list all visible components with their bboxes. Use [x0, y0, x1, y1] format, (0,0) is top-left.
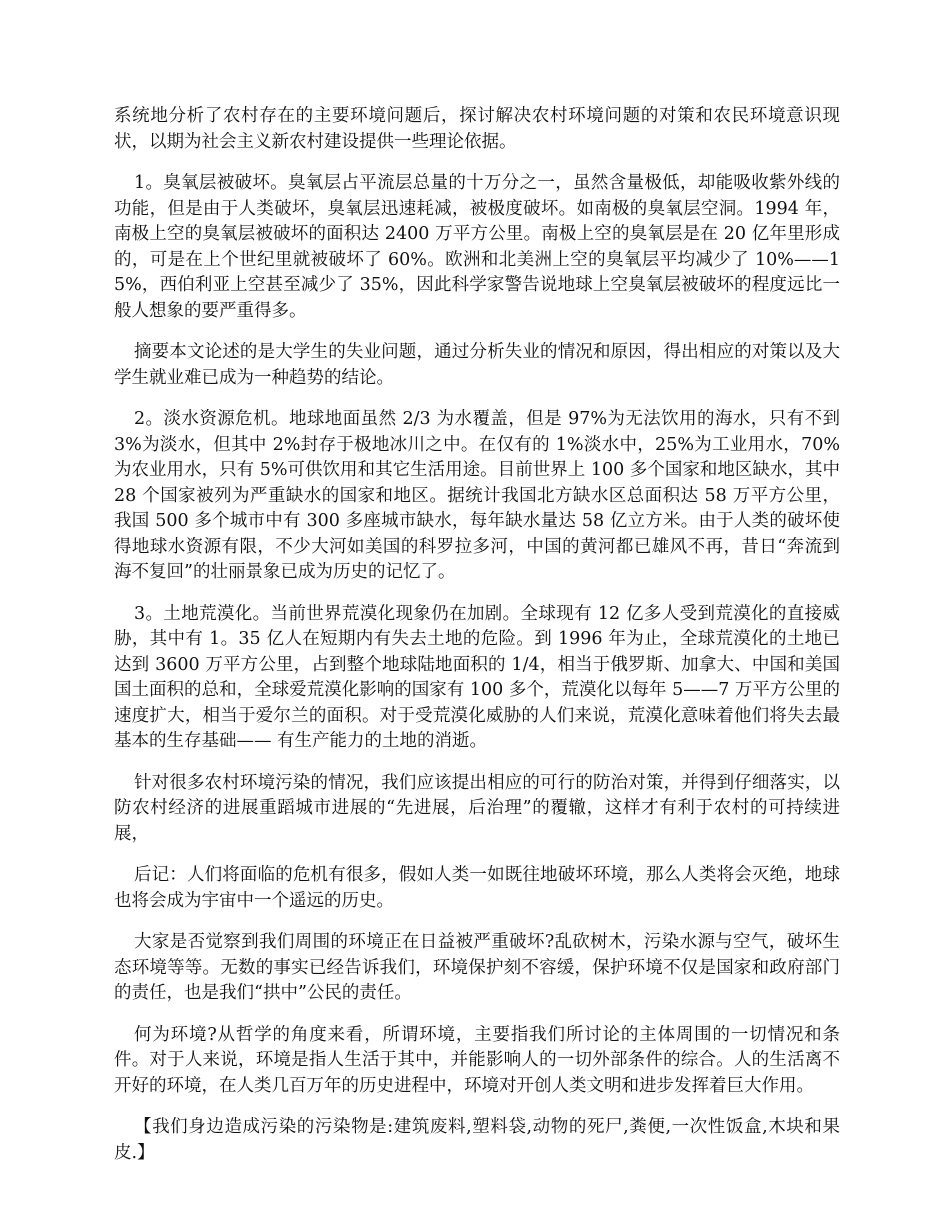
paragraph-pollutants: 【我们身边造成污染的污染物是:建筑废料,塑料袋,动物的死尸,粪便,一次性饭盒,木块和果皮.】	[114, 1117, 840, 1163]
paragraph-abstract: 摘要本文论述的是大学生的失业问题，通过分析失业的情况和原因，得出相应的对策以及大学生就业难已成为一种趋势的结论。	[114, 342, 840, 388]
document-body	[114, 104, 840, 1182]
paragraph-what-is-environment: 何为环境?从哲学的角度来看，所谓环境，主要指我们所讨论的主体周围的一切情况和条件。对于人来说，环境是指人生活于其中，并能影响人的一切外部条件的综合。人的生活离不开好的环境，在人类几百万年的历史进程中，环境对开创人类文明和进步发挥着巨大作用。	[114, 1024, 840, 1096]
paragraph-environment-awareness: 大家是否觉察到我们周围的环境正在日益被严重破坏?乱砍树木，污染水源与空气，破坏生态环境等等。无数的事实已经告诉我们，环境保护刻不容缓，保护环境不仅是国家和政府部门的责任，也是我们“拱中”公民的责任。	[114, 932, 840, 1003]
paragraph-ozone-layer: 1。臭氧层被破坏。臭氧层占平流层总量的十万分之一，虽然含量极低，却能吸收紫外线的功能，但是由于人类破坏，臭氧层迅速耗减，被极度破坏。如南极的臭氧层空洞。1994 年，南极上空的臭氧层被破坏的面积达 2400 万平方公里。南极上空的臭氧层是在 20 亿年里形成的，可是在上个世纪里就被破坏了 60%。欧洲和北美洲上空的臭氧层平均减少了 10%——15%，西伯利亚上空甚至减少了 35%，因此科学家警告说地球上空臭氧层被破坏的程度远比一般人想象的要严重得多。	[114, 173, 840, 321]
paragraph-rural-pollution: 针对很多农村环境污染的情况，我们应该提出相应的可行的防治对策，并得到仔细落实，以防农村经济的进展重蹈城市进展的“先进展，后治理”的覆辙，这样才有利于农村的可持续进展，	[114, 772, 840, 844]
paragraph-freshwater-crisis: 2。淡水资源危机。地球地面虽然 2/3 为水覆盖，但是 97%为无法饮用的海水，只有不到 3%为淡水，但其中 2%封存于极地冰川之中。在仅有的 1%淡水中，25%为工业用水，70%为农业用水，只有 5%可供饮用和其它生活用途。目前世界上 100 多个国家和地区缺水，其中 28 个国家被列为严重缺水的国家和地区。据统计我国北方缺水区总面积达 58 万平方公里，我国 500 多个城市中有 300 多座城市缺水，每年缺水量达 58 亿立方米。由于人类的破坏使得地球水资源有限，不少大河如美国的科罗拉多河，中国的黄河都已雄风不再，昔日“奔流到海不复回”的壮丽景象已成为历史的记忆了。	[114, 409, 840, 582]
paragraph-postscript: 后记：人们将面临的危机有很多，假如人类一如既往地破坏环境，那么人类将会灭绝，地球也将会成为宇宙中一个遥远的历史。	[114, 865, 840, 911]
paragraph-desertification: 3。土地荒漠化。当前世界荒漠化现象仍在加剧。全球现有 12 亿多人受到荒漠化的直接威胁，其中有 1。35 亿人在短期内有失去土地的危险。到 1996 年为止，全球荒漠化的土地已达到 3600 万平方公里，占到整个地球陆地面积的 1/4，相当于俄罗斯、加拿大、中国和美国国土面积的总和，全球爱荒漠化影响的国家有 100 多个，荒漠化以每年 5——7 万平方公里的速度扩大，相当于爱尔兰的面积。对于受荒漠化威胁的人们来说，荒漠化意味着他们将失去最基本的生存基础—— 有生产能力的土地的消逝。	[114, 603, 840, 751]
paragraph-intro: 系统地分析了农村存在的主要环境问题后，探讨解决农村环境问题的对策和农民环境意识现状，以期为社会主义新农村建设提供一些理论依据。	[114, 106, 840, 152]
